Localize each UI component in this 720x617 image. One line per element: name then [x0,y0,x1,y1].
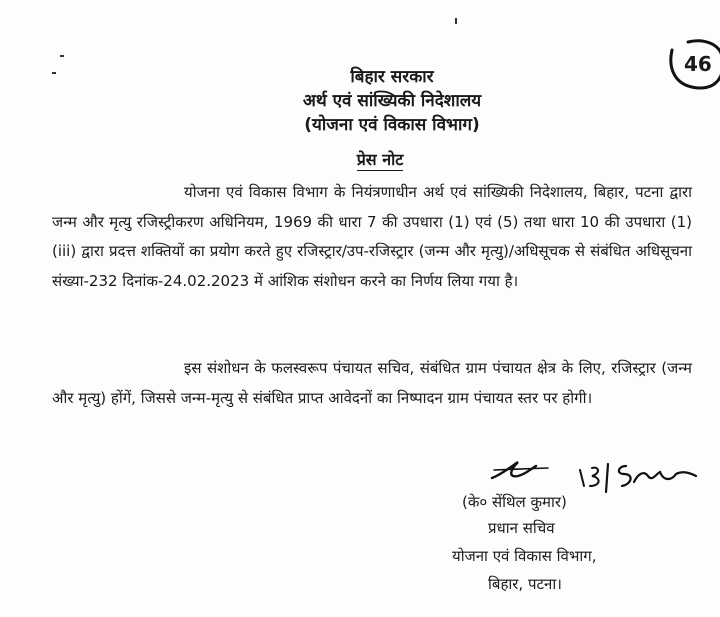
header-department: (योजना एवं विकास विभाग) [304,115,480,135]
signatory-department: योजना एवं विकास विभाग, [452,547,597,565]
header-directorate: अर्थ एवं सांख्यिकी निदेशालय [302,91,482,111]
signatory-name: (के० सेंथिल कुमार) [462,493,567,511]
signatory-designation: प्रधान सचिव [488,519,555,537]
paragraph-1: योजना एवं विकास विभाग के नियंत्रणाधीन अर्थ एवं सांख्यिकी निदेशालय, बिहार, पटना द्वारा जन्म और मृत्यु रजिस्ट्रीकरण अधिनियम, 1969 की धारा 7 की उपधारा (1) एवं (5) तथा धारा 10 की उपधारा (1) (iii) द्वारा प्रदत्त शक्तियों का प्रयोग करते हुए रजिस्ट्रार/उप-रजिस्ट्रार (जन्म और मृत्यु)/अधिसूचक से संबंधित अधिसूचना संख्या-232 दिनांक-24.02.2023 में आंशिक संशोधन करने का निर्णय लिया गया है। [52,183,692,290]
press-note-title-text: प्रेस नोट [356,150,404,169]
header-government: बिहार सरकार [350,67,434,87]
scan-mark [60,55,64,57]
paragraph-2: इस संशोधन के फलस्वरूप पंचायत सचिव, संबंधित ग्राम पंचायत क्षेत्र के लिए, रजिस्ट्रार (जन्म और मृत्यु) होंगें, जिससे जन्म-मृत्यु से संबंधित प्राप्त आवेदनों का निष्पादन ग्राम पंचायत स्तर पर होगी। [52,359,692,407]
scan-mark [455,18,457,24]
press-note-title [0,148,720,170]
page-number: 46 [684,52,712,76]
signatory-place: बिहार, पटना। [488,575,562,593]
